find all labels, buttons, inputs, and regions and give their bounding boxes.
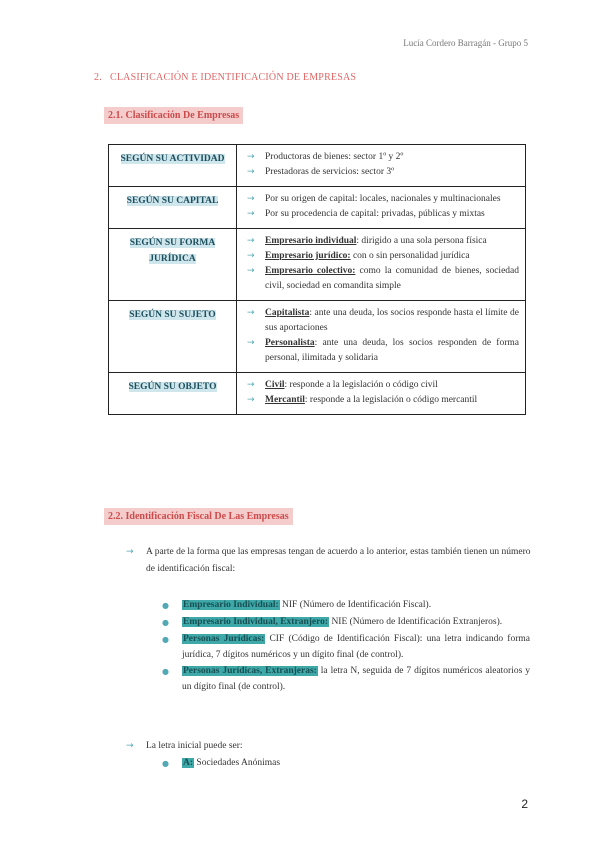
- item-text: [265, 165, 519, 180]
- arrow-right-icon: →: [247, 338, 255, 348]
- arrow-right-icon: →: [247, 152, 255, 162]
- item-text: [265, 192, 519, 207]
- arrow-right-icon: →: [247, 380, 255, 390]
- row-value-cell: [237, 373, 526, 415]
- list-item: [162, 755, 530, 772]
- item-text: [182, 663, 530, 695]
- item-term: Civil: [265, 380, 285, 390]
- item-term: Capitalista: [265, 308, 310, 318]
- item-description: NIF (Número de Identificación Fiscal).: [279, 600, 432, 610]
- page-header: Lucía Cordero Barragán - Grupo 5: [403, 38, 528, 48]
- arrow-right-icon: →: [247, 251, 255, 261]
- item-text: [182, 631, 530, 663]
- row-label-cell: [109, 301, 237, 373]
- item-text: [265, 306, 519, 336]
- row-label-cell: [109, 187, 237, 229]
- item-description: : responde a la legislación o código civil: [284, 380, 438, 390]
- highlighted-term: Empresario Individual:: [183, 600, 279, 610]
- row-value-cell: [237, 229, 526, 301]
- item-text: [182, 597, 530, 614]
- row-label: SEGÚN SU SUJETO: [129, 310, 216, 320]
- subsection-heading-classification: 2.1. Clasificación De Empresas: [104, 107, 243, 124]
- paragraph-text: A parte de la forma que las empresas tengan de acuerdo a lo anterior, estas también tienen un número de identificación fiscal:: [146, 547, 531, 574]
- bullet-icon: ●: [162, 759, 169, 768]
- item-term: Empresario colectivo:: [265, 266, 356, 276]
- arrow-right-icon: →: [247, 236, 255, 246]
- item-description: Por su procedencia de capital: privadas, públicas y mixtas: [265, 209, 485, 219]
- table-row: [109, 373, 526, 415]
- subsection-heading-fiscal: 2.2. Identificación Fiscal De Las Empresas: [104, 508, 293, 525]
- row-label-cell: [109, 145, 237, 187]
- row-label: SEGÚN SU CAPITAL: [126, 196, 219, 206]
- list-item: [243, 393, 519, 408]
- table-row: [109, 229, 526, 301]
- list-item: [243, 207, 519, 222]
- table-row: [109, 187, 526, 229]
- item-text: [265, 249, 519, 264]
- item-description: la letra N, seguida de 7 dígitos numéricos aleatorios y un dígito final (de control).: [182, 666, 530, 692]
- row-label-cell: [109, 229, 237, 301]
- item-term: Empresario jurídico:: [265, 251, 351, 261]
- arrow-right-icon: →: [247, 308, 255, 318]
- classification-table-body: [109, 145, 526, 415]
- list-item: [243, 306, 519, 336]
- item-description: NIE (Número de Identificación Extranjeros).: [329, 617, 503, 627]
- bullet-icon: ●: [162, 618, 169, 627]
- row-label: SEGÚN SU OBJETO: [128, 382, 217, 392]
- list-item: [243, 234, 519, 249]
- item-description: Prestadoras de servicios: sector 3º: [265, 167, 395, 177]
- initial-letter-list: [162, 755, 530, 772]
- bullet-icon: ●: [162, 601, 169, 610]
- section-number: 2.: [94, 72, 102, 83]
- item-text: [265, 207, 519, 222]
- row-label: SEGÚN SU FORMA JURÍDICA: [129, 238, 216, 264]
- item-description: Por su origen de capital: locales, nacionales y multinacionales: [265, 194, 501, 204]
- item-text: [265, 264, 519, 294]
- list-item: [243, 150, 519, 165]
- bullet-icon: ●: [162, 667, 169, 676]
- item-text: [265, 393, 519, 408]
- item-description: : dirigido a una sola persona física: [356, 236, 487, 246]
- section-heading: [94, 72, 356, 83]
- item-term: Empresario individual: [265, 236, 357, 246]
- list-item: [243, 249, 519, 264]
- item-description: : responde a la legislación o código mercantil: [304, 395, 478, 405]
- arrow-right-icon: →: [247, 194, 255, 204]
- arrow-right-icon: →: [126, 547, 134, 557]
- item-text: [265, 378, 519, 393]
- list-item: [243, 192, 519, 207]
- classification-table: [108, 144, 526, 415]
- item-text: [182, 614, 530, 631]
- table-row: [109, 145, 526, 187]
- list-item: [243, 336, 519, 366]
- item-description: : ante una deuda, los socios responde hasta el límite de sus aportaciones: [265, 308, 519, 333]
- item-term: Mercantil: [265, 395, 305, 405]
- list-item: [243, 264, 519, 294]
- item-term: Personalista: [265, 338, 315, 348]
- item-description: con o sin personalidad jurídica: [350, 251, 470, 261]
- initial-letter-paragraph: [126, 738, 536, 755]
- item-description: Sociedades Anónimas: [194, 758, 281, 768]
- highlighted-term: Empresario Individual, Extranjero:: [183, 617, 329, 627]
- item-description: como la comunidad de bienes, sociedad civil, sociedad en comandita simple: [265, 266, 519, 291]
- arrow-right-icon: →: [247, 266, 255, 276]
- list-item: [243, 378, 519, 393]
- bullet-icon: ●: [162, 635, 169, 644]
- fiscal-intro-paragraph: [126, 544, 536, 578]
- item-text: [265, 234, 519, 249]
- page-number: 2: [521, 797, 528, 811]
- arrow-right-icon: →: [126, 741, 134, 751]
- section-title: CLASIFICACIÓN E IDENTIFICACIÓN DE EMPRESAS: [110, 72, 357, 83]
- list-item: [243, 165, 519, 180]
- paragraph-text: La letra inicial puede ser:: [146, 741, 243, 751]
- item-description: Productoras de bienes: sector 1º y 2º: [265, 152, 404, 162]
- arrow-right-icon: →: [247, 395, 255, 405]
- list-item: [162, 663, 530, 695]
- highlighted-term: Personas Jurídicas, Extranjeras:: [183, 666, 317, 676]
- fiscal-id-list: [162, 597, 530, 695]
- list-item: [162, 597, 530, 614]
- list-item: [162, 614, 530, 631]
- row-value-cell: [237, 301, 526, 373]
- arrow-right-icon: →: [247, 209, 255, 219]
- item-description: CIF (Código de Identificación Fiscal): una letra indicando forma jurídica, 7 dígitos numéricos y un dígito final (de control).: [182, 634, 530, 660]
- item-description: : ante una deuda, los socios responden de forma personal, ilimitada y solidaria: [265, 338, 519, 363]
- row-label-cell: [109, 373, 237, 415]
- row-label: SEGÚN SU ACTIVIDAD: [120, 154, 225, 164]
- highlighted-term: Personas Jurídicas:: [183, 634, 265, 644]
- list-item: [162, 631, 530, 663]
- arrow-right-icon: →: [247, 167, 255, 177]
- row-value-cell: [237, 187, 526, 229]
- highlighted-term: A:: [183, 758, 194, 768]
- item-text: [265, 150, 519, 165]
- item-text: [265, 336, 519, 366]
- item-text: [182, 755, 530, 772]
- table-row: [109, 301, 526, 373]
- row-value-cell: [237, 145, 526, 187]
